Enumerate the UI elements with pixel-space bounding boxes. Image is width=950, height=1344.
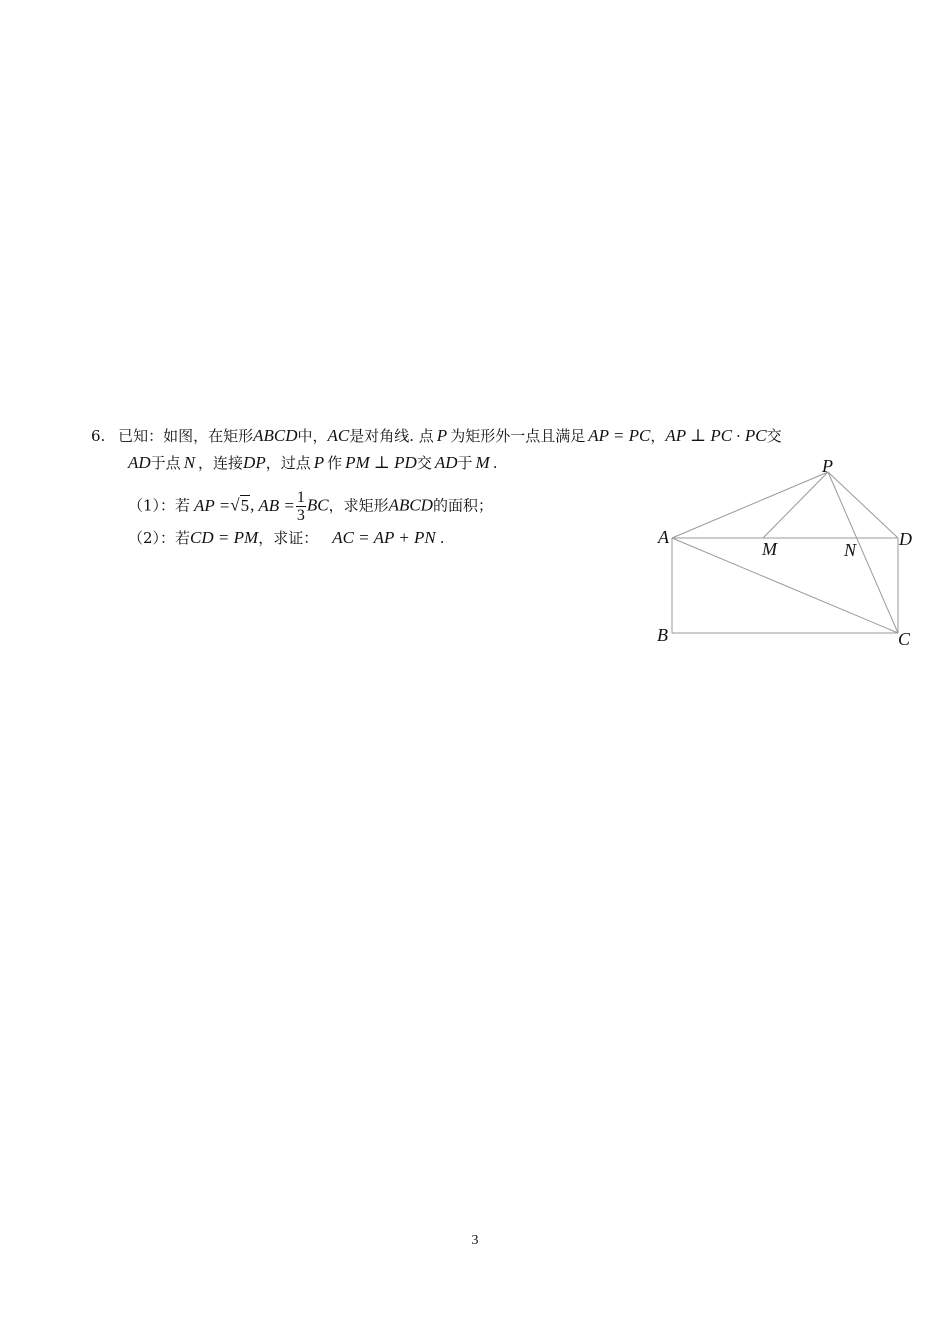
math-ap: AP = — [194, 495, 231, 515]
part-1-text: ，求矩形 — [328, 496, 389, 515]
math-bc: BC — [306, 495, 329, 515]
math-sqrt: √5 — [230, 495, 250, 515]
math-n: N — [183, 453, 196, 472]
math-ab: AB = — [258, 495, 295, 515]
math-pc: PC — [744, 426, 767, 445]
part-2-text: ，求证： — [258, 529, 319, 547]
point-label-b: B — [657, 625, 668, 645]
point-label-m: M — [762, 539, 777, 559]
problem-text: 为矩形外一点且满足 — [450, 427, 586, 445]
point-label-p: P — [822, 456, 833, 476]
part-2 — [128, 528, 445, 548]
segment-pm — [763, 472, 828, 538]
math-rect: ABCD — [253, 426, 298, 445]
page-number: 3 — [471, 1233, 479, 1248]
point-label-c: C — [898, 629, 911, 649]
problem-text: · — [736, 427, 741, 445]
point-label-a: A — [658, 527, 669, 547]
problem-line-1 — [91, 426, 782, 446]
part-1 — [128, 489, 493, 524]
problem-text: 已知：如图，在矩形 — [118, 427, 254, 445]
problem-line-2 — [128, 453, 498, 473]
segment-pc — [828, 472, 898, 633]
math-ad: AD — [128, 453, 151, 472]
problem-text: 于 — [457, 454, 473, 472]
math-cond3: PM ⊥ PD — [345, 453, 417, 472]
point-label-n: N — [844, 540, 857, 560]
problem-text: 于点 — [150, 454, 181, 472]
problem-text: ，连接 — [198, 454, 244, 472]
part-1-text: 的面积； — [432, 496, 493, 515]
problem-number: 6. — [91, 427, 106, 445]
part-2-label: （2）：若 — [128, 529, 191, 547]
math-cond2: AP ⊥ PC — [665, 426, 733, 445]
point-label-d: D — [899, 529, 912, 549]
segment-ap — [672, 472, 828, 538]
geometry-figure — [650, 452, 930, 657]
problem-text: . — [492, 454, 498, 472]
problem-text: 是对角线. 点 — [349, 427, 434, 445]
math-dp: DP — [243, 453, 266, 472]
math-p: P — [436, 426, 448, 445]
problem-text: 作 — [327, 454, 343, 472]
math-ad: AD — [434, 453, 458, 472]
math-p: P — [313, 453, 325, 472]
math-cond: CD = PM — [190, 528, 259, 547]
math-diag: AC — [327, 426, 350, 445]
problem-text: 交 — [766, 427, 782, 445]
part-2-text: . — [439, 529, 445, 547]
problem-text: ， — [650, 427, 666, 445]
math-fraction: $\frac{1}{3}$ — [296, 489, 305, 524]
segment-ac — [672, 538, 898, 633]
problem-text: ，过点 — [265, 454, 311, 472]
problem-text: 交 — [416, 454, 432, 472]
math-rect: ABCD — [388, 495, 433, 515]
math-goal: AC = AP + PN — [332, 528, 436, 547]
part-1-label: （1）：若 — [128, 496, 191, 515]
math-m: M — [475, 453, 490, 472]
segment-pd — [828, 472, 898, 538]
problem-text: 中， — [297, 427, 328, 445]
math-cond1: AP = PC — [588, 426, 651, 445]
math-comma: , — [250, 495, 255, 515]
